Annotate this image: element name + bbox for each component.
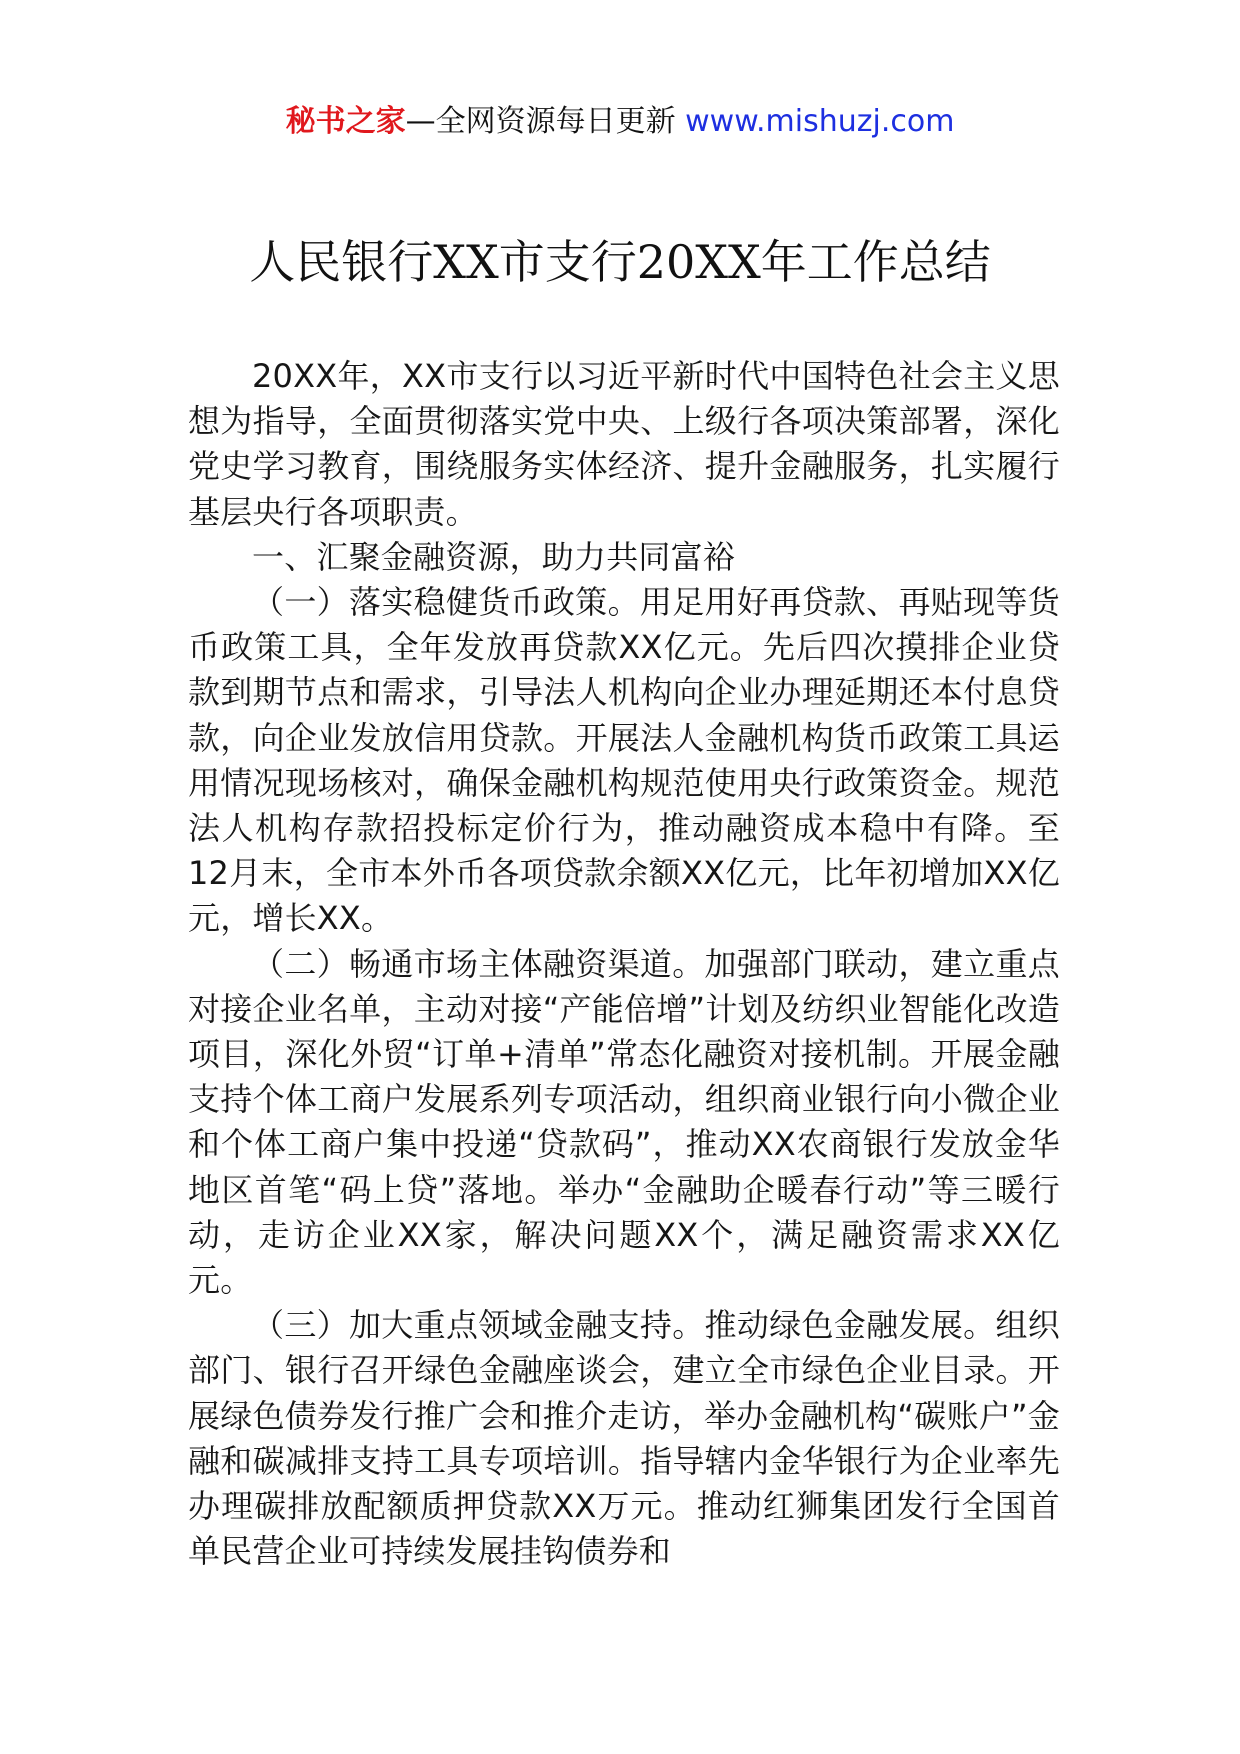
brand-name: 秘书之家 [285, 104, 406, 139]
document-title: 人民银行XX市支行20XX年工作总结 [249, 235, 991, 289]
section-heading-1: 一、汇聚金融资源，助力共同富裕 [252, 537, 736, 576]
paragraph-item-1: （一）落实稳健货币政策。用足用好再贷款、再贴现等货币政策工具，全年发放再贷款XX亿元。先后四次摸排企业贷款到期节点和需求，引导法人机构向企业办理延期还本付息贷款，向企业发放信用贷款。开展法人金融机构货币政策工具运用情况现场核对，确保金融机构规范使用央行政策资金。规范法人机构存款招投标定价行为，推动融资成本稳中有降。至12月末，全市本外币各项贷款余额XX亿元，比年初增加XX亿元，增长XX。 [188, 583, 1060, 938]
intro-paragraph: 20XX年，XX市支行以习近平新时代中国特色社会主义思想为指导，全面贯彻落实党中央、上级行各项决策部署，深化党史学习教育，围绕服务实体经济、提升金融服务，扎实履行基层央行各项职责。 [188, 357, 1060, 531]
site-url-link[interactable]: www.mishuzj.com [685, 104, 955, 139]
paragraph-item-2: （二）畅通市场主体融资渠道。加强部门联动，建立重点对接企业名单，主动对接“产能倍增”计划及纺织业智能化改造项目，深化外贸“订单+清单”常态化融资对接机制。开展金融支持个体工商户发展系列专项活动，组织商业银行向小微企业和个体工商户集中投递“贷款码”，推动XX农商银行发放金华地区首笔“码上贷”落地。举办“金融助企暖春行动”等三暖行动，走访企业XX家，解决问题XX个，满足融资需求XX亿元。 [188, 944, 1060, 1300]
paragraph-item-3: （三）加大重点领域金融支持。推动绿色金融发展。组织部门、银行召开绿色金融座谈会，建立全市绿色企业目录。开展绿色债券发行推广会和推介走访，举办金融机构“碳账户”金融和碳减排支持工具专项培训。指导辖内金华银行为企业率先办理碳排放配额质押贷款XX万元。推动红狮集团发行全国首单民营企业可持续发展挂钩债券和 [188, 1306, 1060, 1571]
header-tagline: —全网资源每日更新 [405, 104, 686, 139]
document-body [188, 354, 1060, 1574]
site-header [0, 102, 1240, 142]
